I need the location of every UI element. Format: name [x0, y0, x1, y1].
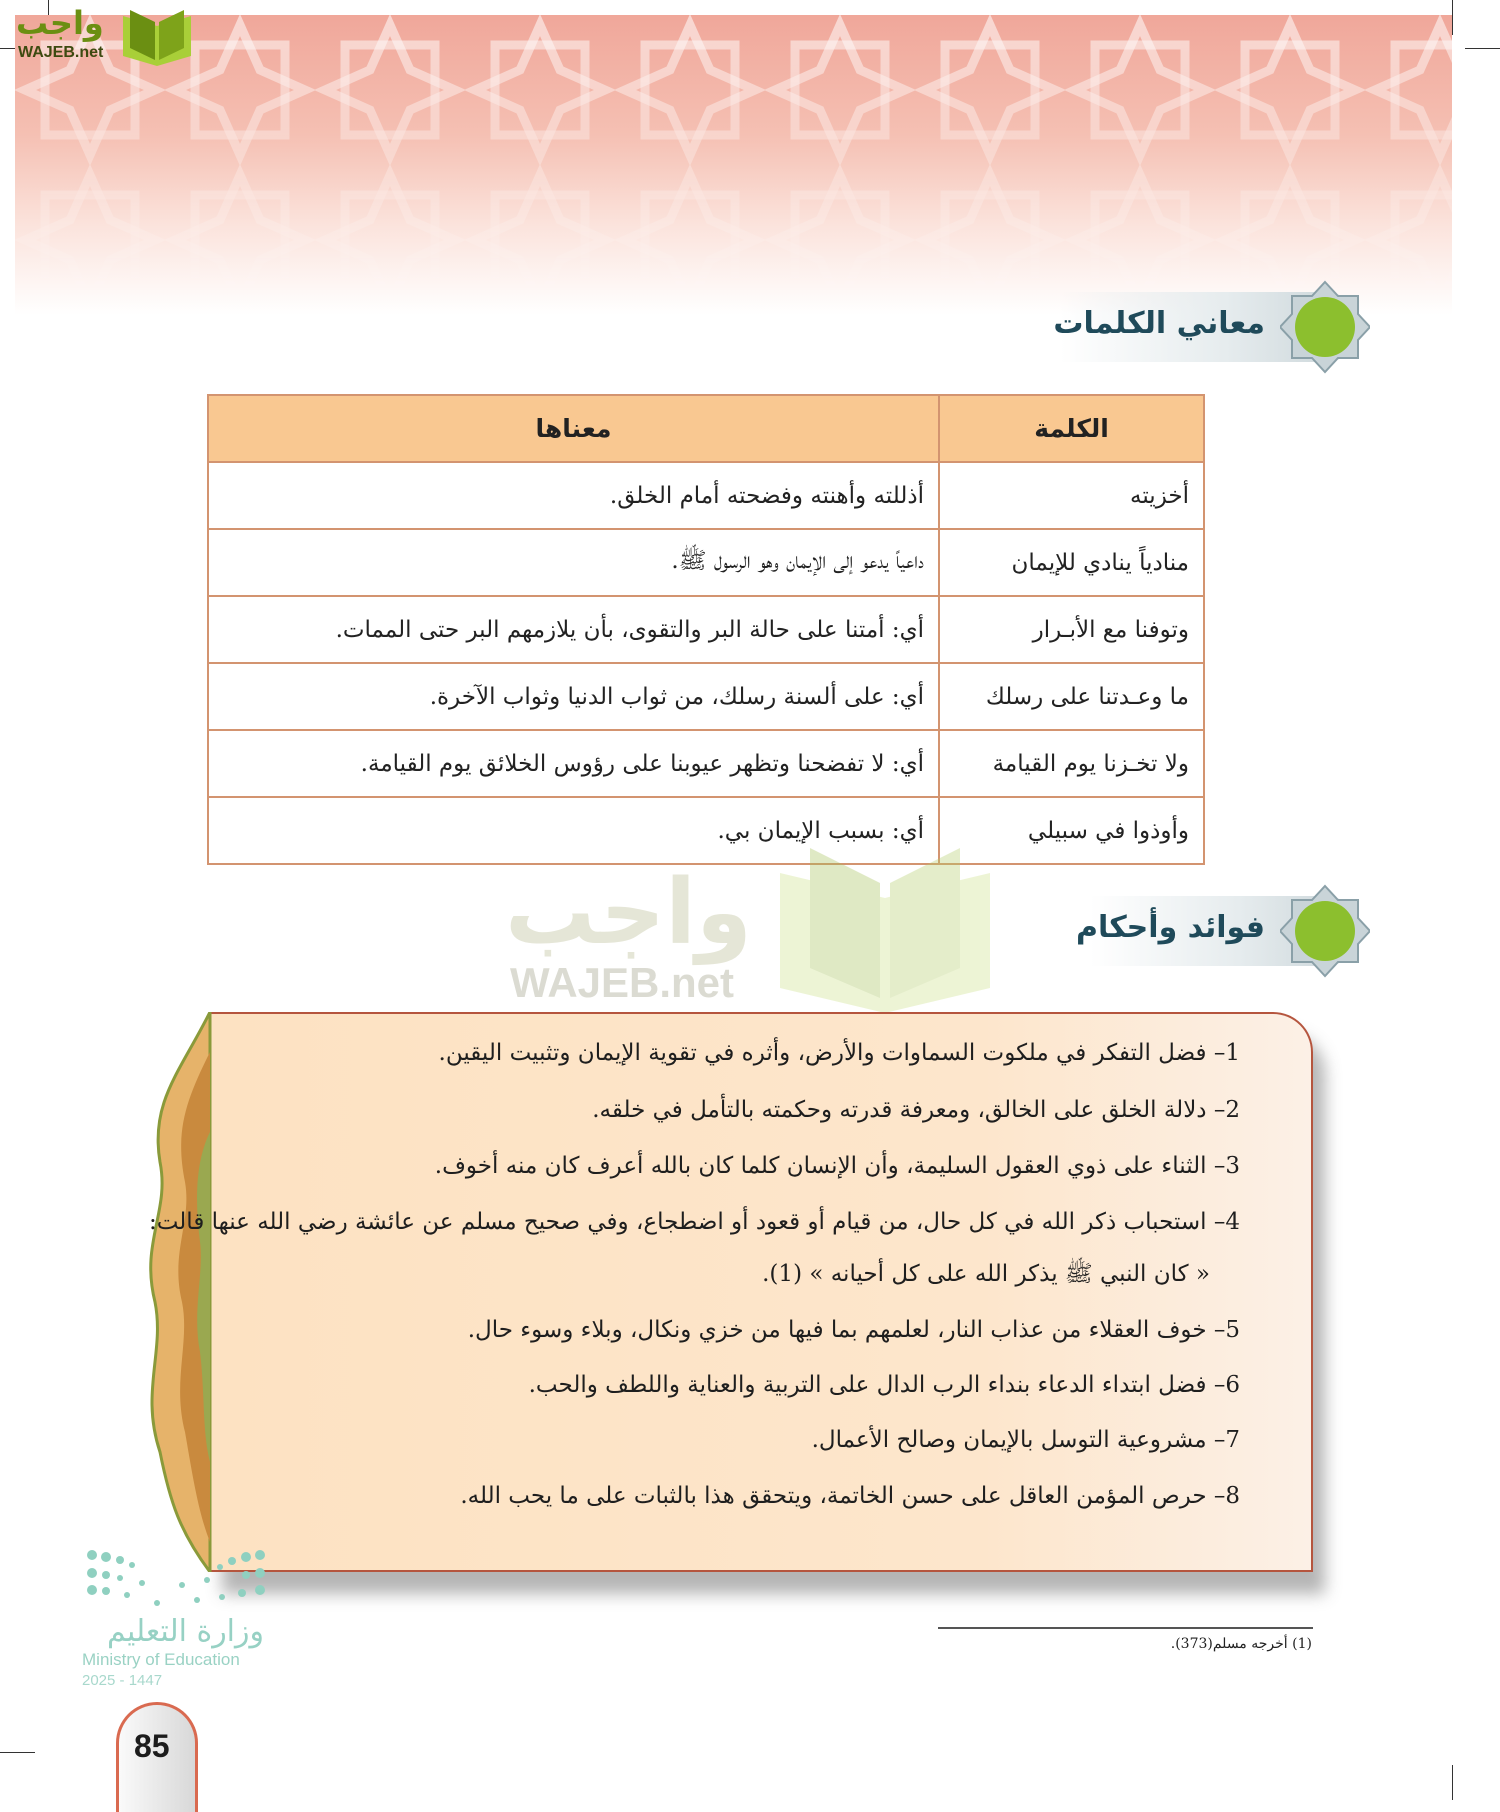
octagram-badge-icon — [1280, 884, 1370, 978]
section-heading-benefits — [1075, 896, 1360, 966]
benefit-item: 4– استحباب ذكر الله في كل حال، من قيام أو قعود أو اضطجاع، وفي صحيح مسلم عن عائشة رضي الله عنها قالت: — [148, 1209, 1240, 1235]
table-row — [208, 663, 1204, 730]
table-row — [208, 529, 1204, 596]
ministry-logo — [82, 1545, 272, 1695]
ministry-english: Ministry of Education — [82, 1650, 240, 1669]
meaning-cell: أذللته وأهنته وفضحته أمام الخلق. — [208, 462, 939, 529]
benefit-item: 6– فضل ابتداء الدعاء بنداء الرب الدال على التربية والعناية واللطف والحب. — [528, 1372, 1240, 1398]
wajeb-logo[interactable] — [8, 4, 193, 64]
table-row — [208, 596, 1204, 663]
word-cell: وأوذوا في سبيلي — [939, 797, 1204, 864]
arabesque-ornament-icon — [140, 1012, 215, 1572]
benefit-item: 3– الثناء على ذوي العقول السليمة، وأن الإنسان كلما كان بالله أعرف كان منه أخوف. — [434, 1153, 1240, 1179]
table-row — [208, 730, 1204, 797]
meaning-cell: أي: أمتنا على حالة البر والتقوى، بأن يلازمهم البر حتى الممات. — [208, 596, 939, 663]
benefit-item: 8– حرص المؤمن العاقل على حسن الخاتمة، ويتحقق هذا بالثبات على ما يحب الله. — [460, 1483, 1240, 1509]
geometric-pattern-icon — [15, 15, 1452, 315]
word-cell: ولا تخـزنا يوم القيامة — [939, 730, 1204, 797]
benefit-item: 5– خوف العقلاء من عذاب النار، لعلمهم بما فيها من خزي ونكال، وبلاء وسوء حال. — [467, 1317, 1240, 1343]
meaning-cell: أي: على ألسنة رسلك، من ثواب الدنيا وثواب الآخرة. — [208, 663, 939, 730]
word-meanings-table — [207, 394, 1205, 865]
octagram-badge-icon — [1280, 280, 1370, 374]
word-cell: وتوفنا مع الأبـرار — [939, 596, 1204, 663]
ministry-arabic: وزارة التعليم — [106, 1614, 264, 1649]
meaning-cell: أي: بسبب الإيمان بي. — [208, 797, 939, 864]
footnote-divider — [938, 1627, 1313, 1629]
word-cell: أخزيته — [939, 462, 1204, 529]
book-icon — [120, 8, 195, 68]
footnote: (1) أخرجه مسلم(373). — [1170, 1636, 1312, 1652]
section-heading-word-meanings — [1053, 292, 1360, 362]
crop-mark — [1465, 48, 1500, 49]
ministry-years: 2025 - 1447 — [82, 1672, 163, 1689]
page-number: 85 — [134, 1728, 170, 1764]
benefit-item-continuation: « كان النبي ﷺ يذكر الله على كل أحيانه » (1). — [762, 1261, 1210, 1287]
section-title: فوائد وأحكام — [1075, 910, 1265, 945]
section-title: معاني الكلمات — [1053, 306, 1265, 341]
crop-mark — [1452, 0, 1453, 35]
book-watermark-icon — [770, 848, 1000, 1013]
watermark-latin: WAJEB.net — [510, 959, 735, 1006]
logo-latin: WAJEB.net — [18, 44, 104, 61]
dots-pattern-icon — [82, 1545, 272, 1615]
table-row — [208, 462, 1204, 529]
table-row — [208, 797, 1204, 864]
watermark-arabic: واجب — [505, 860, 752, 965]
crop-mark — [1452, 1765, 1453, 1800]
benefit-item: 2– دلالة الخلق على الخالق، ومعرفة قدرته وحكمته بالتأمل في خلقه. — [592, 1097, 1240, 1123]
column-header-meaning: معناها — [208, 395, 939, 462]
word-cell: ما وعـدتنا على رسلك — [939, 663, 1204, 730]
meaning-cell: داعياً يدعو إلى الإيمان وهو الرسول ﷺ. — [208, 529, 939, 596]
meaning-cell: أي: لا تفضحنا وتظهر عيوبنا على رؤوس الخلائق يوم القيامة. — [208, 730, 939, 797]
column-header-word: الكلمة — [939, 395, 1204, 462]
header-pattern — [15, 15, 1452, 315]
logo-arabic: واجب — [16, 4, 104, 42]
crop-mark — [0, 1752, 35, 1753]
benefit-item: 1– فضل التفكر في ملكوت السماوات والأرض، وأثره في تقوية الإيمان وتثبيت اليقين. — [438, 1040, 1240, 1066]
word-cell: منادياً ينادي للإيمان — [939, 529, 1204, 596]
benefit-item: 7– مشروعية التوسل بالإيمان وصالح الأعمال. — [811, 1427, 1240, 1453]
